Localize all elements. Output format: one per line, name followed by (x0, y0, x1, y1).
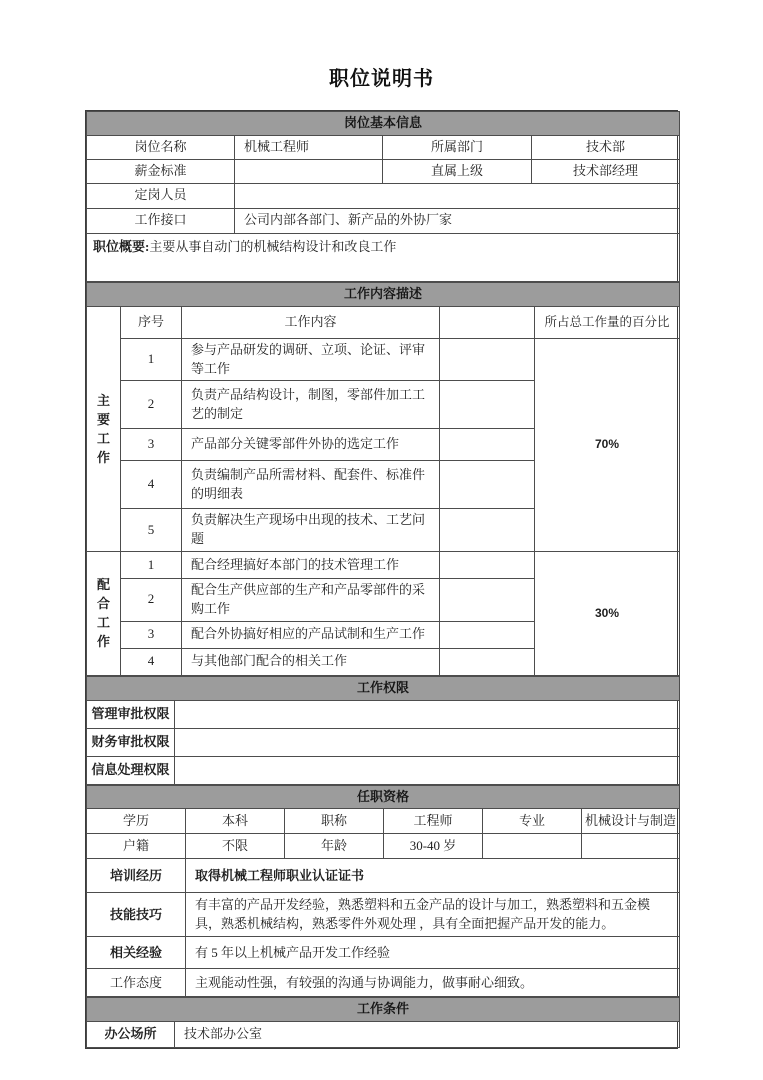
work-item-text: 配合外协搞好相应的产品试制和生产工作 (182, 621, 440, 648)
staffing-label: 定岗人员 (87, 183, 235, 208)
table-row (87, 700, 680, 728)
age-label: 年龄 (285, 834, 384, 859)
work-item-text: 配合经理搞好本部门的技术管理工作 (182, 552, 440, 579)
blank-cell (440, 381, 535, 429)
job-summary-row (87, 233, 680, 281)
table-row (87, 135, 680, 159)
position-name-label: 岗位名称 (87, 135, 235, 159)
finance-approval-label: 财务审批权限 (87, 728, 175, 756)
basic-info-table (86, 111, 680, 282)
main-work-group-label: 主要工作 (96, 392, 110, 465)
table-row (87, 552, 680, 579)
education-value: 本科 (186, 809, 285, 834)
attitude-label: 工作态度 (87, 969, 186, 997)
table-row (87, 834, 680, 859)
work-item-text: 负责解决生产现场中出现的技术、工艺问题 (182, 509, 440, 552)
work-item-text: 配合生产供应部的生产和产品零部件的采购工作 (182, 579, 440, 622)
section-title-authority: 工作权限 (87, 676, 680, 700)
work-item-text: 负责产品结构设计，制图，零部件加工工艺的制定 (182, 381, 440, 429)
table-row (87, 338, 680, 381)
column-header-no: 序号 (121, 306, 182, 338)
row-no: 2 (121, 381, 182, 429)
blank-cell (440, 648, 535, 675)
support-work-group-label: 配合工作 (96, 577, 110, 650)
table-row (87, 893, 680, 937)
job-summary-label: 职位概要: (93, 238, 150, 254)
row-no: 2 (121, 579, 182, 622)
table-row (87, 728, 680, 756)
training-value: 取得机械工程师职业认证证书 (186, 859, 680, 893)
work-interface-label: 工作接口 (87, 208, 235, 233)
work-table-header-row (87, 306, 680, 338)
experience-value: 有 5 年以上机械产品开发工作经验 (186, 937, 680, 969)
blank-cell (440, 552, 535, 579)
major-value: 机械设计与制造 (582, 809, 680, 834)
work-content-table (86, 282, 680, 676)
section-header-row (87, 785, 680, 809)
management-approval-label: 管理审批权限 (87, 700, 175, 728)
table-row (87, 859, 680, 893)
major-label: 专业 (483, 809, 582, 834)
table-row (87, 809, 680, 834)
section-header-row (87, 112, 680, 136)
supervisor-value: 技术部经理 (532, 159, 680, 183)
title-value: 工程师 (384, 809, 483, 834)
work-interface-value: 公司内部各部门、新产品的外协厂家 (235, 208, 680, 233)
row-no: 1 (121, 552, 182, 579)
row-no: 4 (121, 648, 182, 675)
column-header-percentage: 所占总工作量的百分比 (535, 306, 680, 338)
blank-cell (483, 834, 582, 859)
table-row (87, 208, 680, 233)
experience-label: 相关经验 (87, 937, 186, 969)
table-row (87, 183, 680, 208)
skills-value: 有丰富的产品开发经验，熟悉塑料和五金产品的设计与加工，熟悉塑料和五金模具，熟悉机械结构，熟悉零件外观处理 ，具有全面把握产品开发的能力。 (186, 893, 680, 937)
main-work-group-cell (87, 306, 121, 551)
table-row (87, 159, 680, 183)
section-title-work-content: 工作内容描述 (87, 282, 680, 306)
qualification-table (86, 785, 680, 998)
support-work-percentage: 30% (535, 552, 680, 676)
title-label: 职称 (285, 809, 384, 834)
work-item-text: 与其他部门配合的相关工作 (182, 648, 440, 675)
residency-label: 户籍 (87, 834, 186, 859)
work-item-text: 负责编制产品所需材料、配套件、标准件的明细表 (182, 461, 440, 509)
blank-cell (440, 338, 535, 381)
column-header-blank (440, 306, 535, 338)
office-location-value: 技术部办公室 (175, 1022, 680, 1048)
blank-cell (440, 579, 535, 622)
position-name-value: 机械工程师 (235, 135, 383, 159)
support-work-group-cell (87, 552, 121, 676)
finance-approval-value (175, 728, 680, 756)
blank-cell (440, 509, 535, 552)
salary-value (235, 159, 383, 183)
skills-label: 技能技巧 (87, 893, 186, 937)
row-no: 3 (121, 429, 182, 461)
table-row (87, 1022, 680, 1048)
job-summary-cell (87, 233, 680, 281)
main-work-percentage: 70% (535, 338, 680, 551)
blank-cell (440, 461, 535, 509)
section-title-conditions: 工作条件 (87, 998, 680, 1022)
job-description-form (85, 110, 678, 1049)
row-no: 3 (121, 621, 182, 648)
row-no: 1 (121, 338, 182, 381)
department-label: 所属部门 (383, 135, 532, 159)
column-header-content: 工作内容 (182, 306, 440, 338)
management-approval-value (175, 700, 680, 728)
table-row (87, 756, 680, 784)
section-header-row (87, 282, 680, 306)
work-item-text: 参与产品研发的调研、立项、论证、评审等工作 (182, 338, 440, 381)
table-row (87, 969, 680, 997)
supervisor-label: 直属上级 (383, 159, 532, 183)
section-title-basic-info: 岗位基本信息 (87, 112, 680, 136)
row-no: 5 (121, 509, 182, 552)
section-title-qualification: 任职资格 (87, 785, 680, 809)
job-summary-text: 主要从事自动门的机械结构设计和改良工作 (149, 238, 397, 254)
department-value: 技术部 (532, 135, 680, 159)
information-authority-value (175, 756, 680, 784)
section-header-row (87, 998, 680, 1022)
office-location-label: 办公场所 (87, 1022, 175, 1048)
training-label: 培训经历 (87, 859, 186, 893)
page-title: 职位说明书 (329, 68, 434, 90)
table-row (87, 937, 680, 969)
residency-value: 不限 (186, 834, 285, 859)
work-item-text: 产品部分关键零部件外协的选定工作 (182, 429, 440, 461)
section-header-row (87, 676, 680, 700)
work-authority-table (86, 676, 680, 785)
work-conditions-table (86, 997, 680, 1048)
staffing-value (235, 183, 680, 208)
salary-label: 薪金标准 (87, 159, 235, 183)
age-value: 30-40 岁 (384, 834, 483, 859)
attitude-value: 主观能动性强，有较强的沟通与协调能力，做事耐心细致。 (186, 969, 680, 997)
blank-cell (582, 834, 680, 859)
blank-cell (440, 621, 535, 648)
education-label: 学历 (87, 809, 186, 834)
row-no: 4 (121, 461, 182, 509)
information-authority-label: 信息处理权限 (87, 756, 175, 784)
blank-cell (440, 429, 535, 461)
